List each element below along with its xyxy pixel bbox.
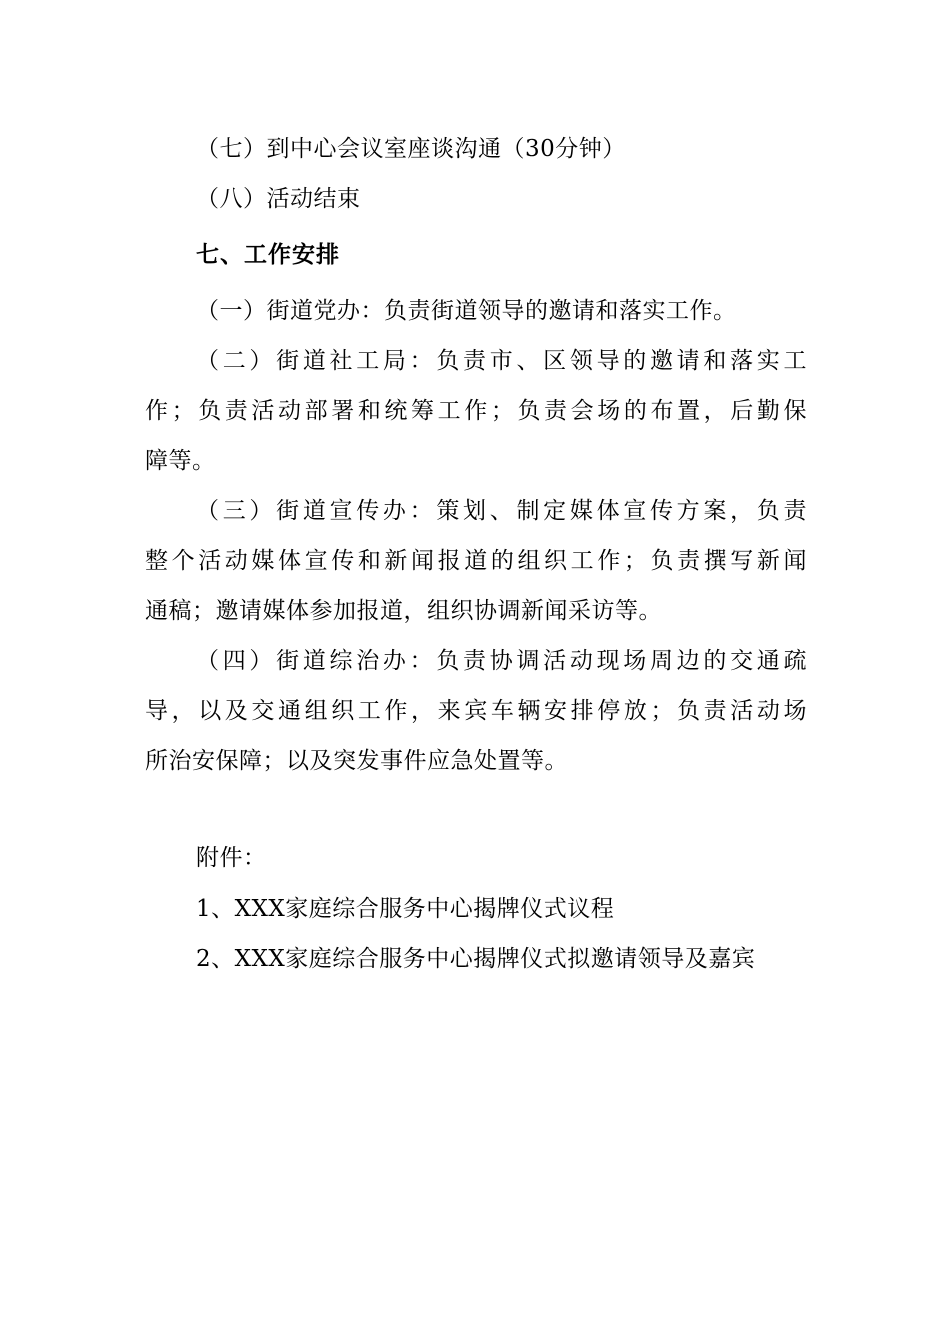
paragraph-2-line-1: （二）街道社工局：负责市、区领导的邀请和落实工: [196, 348, 807, 374]
agenda-item-8: （八）活动结束: [196, 186, 361, 212]
paragraph-3-line-3: 通稿；邀请媒体参加报道，组织协调新闻采访等。: [145, 598, 662, 624]
paragraph-4-line-2: 导，以及交通组织工作，来宾车辆安排停放；负责活动场: [145, 698, 807, 724]
agenda-item-7: （七）到中心会议室座谈沟通（30分钟）: [196, 136, 626, 162]
paragraph-3-line-1: （三）街道宣传办：策划、制定媒体宣传方案，负责: [196, 498, 807, 524]
paragraph-2-line-3: 障等。: [145, 448, 216, 474]
section-heading: 七、工作安排: [196, 241, 340, 268]
attachment-item-2: 2、XXX家庭综合服务中心揭牌仪式拟邀请领导及嘉宾: [196, 946, 756, 972]
paragraph-4-line-1: （四）街道综治办：负责协调活动现场周边的交通疏: [196, 648, 807, 674]
paragraph-2-line-2: 作；负责活动部署和统筹工作；负责会场的布置，后勤保: [145, 398, 807, 424]
paragraph-1-line-1: （一）街道党办：负责街道领导的邀请和落实工作。: [196, 298, 737, 324]
attachments-label: 附件：: [196, 845, 267, 871]
paragraph-3-line-2: 整个活动媒体宣传和新闻报道的组织工作；负责撰写新闻: [145, 548, 807, 574]
paragraph-4-line-3: 所治安保障；以及突发事件应急处置等。: [145, 748, 568, 774]
attachment-item-1: 1、XXX家庭综合服务中心揭牌仪式议程: [196, 896, 615, 922]
